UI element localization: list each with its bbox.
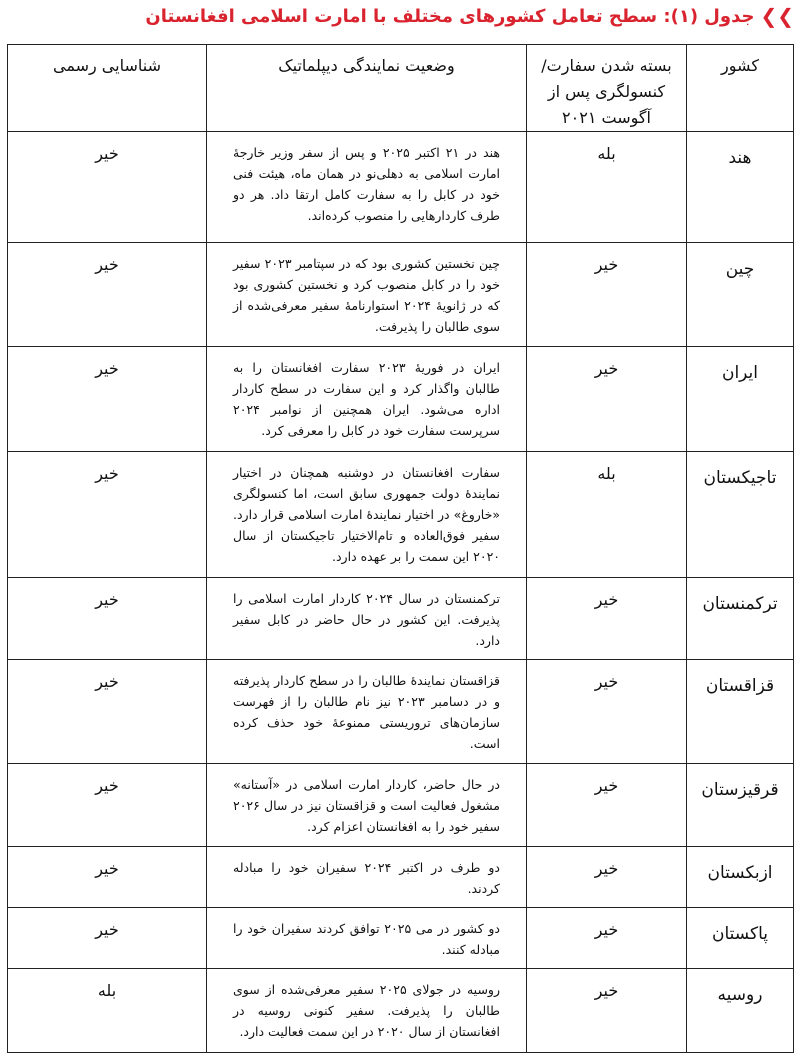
table-row (8, 347, 794, 452)
table-row (8, 908, 794, 969)
cell-status (207, 660, 527, 764)
cell-status (207, 908, 527, 969)
status-text: چین نخستین کشوری بود که در سپتامبر ۲۰۲۳ سفیر خود را در کابل منصوب کرد و نخستین کشوری بود که در ژانویهٔ ۲۰۲۴ استوارنامهٔ سفیر معرفی‌شده از سوی طالبان را پذیرفت. (233, 256, 500, 334)
status-text: ایران در فوریهٔ ۲۰۲۳ سفارت افغانستان را به طالبان واگذار کرد و این سفارت در سطح کاردار اداره می‌شود. ایران همچنین از نوامبر ۲۰۲۴ سرپرست سفارت خود در کابل را معرفی کرد. (233, 360, 501, 438)
cell-country: پاکستان (687, 908, 794, 969)
cell-recognition: بله (8, 969, 207, 1053)
cell-closed: بله (527, 452, 687, 578)
cell-closed: خیر (527, 847, 687, 908)
table-row (8, 847, 794, 908)
table-row (8, 578, 794, 660)
table-title: جدول (۱): سطح تعامل کشورهای مختلف با امارت اسلامی افغانستان (145, 5, 755, 27)
cell-country: تاجیکستان (687, 452, 794, 578)
cell-status (207, 347, 527, 452)
cell-closed: خیر (527, 969, 687, 1053)
table-row (8, 243, 794, 347)
table-row (8, 764, 794, 847)
engagement-table (7, 44, 794, 1053)
cell-country: هند (687, 132, 794, 243)
cell-closed: خیر (527, 347, 687, 452)
status-text: ترکمنستان در سال ۲۰۲۴ کاردار امارت اسلامی را پذیرفت. این کشور در حال حاضر در کابل سفیر دارد. (233, 591, 501, 648)
header-closed: بسته شدن سفارت/کنسولگری پس از آگوست ۲۰۲۱ (527, 45, 687, 132)
status-text: در حال حاضر، کاردار امارت اسلامی در «آستانه» مشغول فعالیت است و قزاقستان نیز در سال ۲۰۲۶ سفیر خود را به افغانستان اعزام کرد. (233, 777, 500, 834)
table-row (8, 132, 794, 243)
cell-recognition: خیر (8, 578, 207, 660)
cell-recognition: خیر (8, 132, 207, 243)
cell-status (207, 452, 527, 578)
cell-recognition: خیر (8, 243, 207, 347)
cell-status (207, 969, 527, 1053)
double-chevron-icon: ❯❯ (760, 4, 794, 28)
cell-country: ازبکستان (687, 847, 794, 908)
cell-status (207, 132, 527, 243)
table-row (8, 969, 794, 1053)
status-text: دو طرف در اکتبر ۲۰۲۴ سفیران خود را مبادله کردند. (233, 860, 500, 896)
cell-country: چین (687, 243, 794, 347)
table-title-bar (0, 0, 800, 32)
cell-status (207, 764, 527, 847)
status-text: سفارت افغانستان در دوشنبه همچنان در اختیار نمایندهٔ دولت جمهوری سابق است، اما کنسولگری «خاروغ» در اختیار نمایندهٔ امارت اسلامی قرار دارد. سفیر فوق‌العاده و تام‌الاختیار تاجیکستان از سال ۲۰۲۰ این سمت را بر عهده دارد. (233, 465, 500, 564)
cell-recognition: خیر (8, 452, 207, 578)
status-text: روسیه در جولای ۲۰۲۵ سفیر معرفی‌شده از سوی طالبان را پذیرفت. سفیر کنونی روسیه در افغانستان از سال ۲۰۲۰ در این سمت فعالیت دارد. (233, 982, 501, 1039)
cell-recognition: خیر (8, 660, 207, 764)
cell-closed: خیر (527, 578, 687, 660)
cell-country: ایران (687, 347, 794, 452)
table-row (8, 660, 794, 764)
status-text: دو کشور در می ۲۰۲۵ توافق کردند سفیران خود را مبادله کنند. (233, 921, 500, 957)
cell-closed: خیر (527, 660, 687, 764)
cell-status (207, 578, 527, 660)
cell-closed: خیر (527, 908, 687, 969)
status-text: قزاقستان نمایندهٔ طالبان را در سطح کاردار پذیرفته و در دسامبر ۲۰۲۳ نیز نام طالبان را از فهرست سازمان‌های تروریستی ممنوعهٔ خود حذف کرده است. (233, 673, 500, 751)
header-country: کشور (687, 45, 794, 132)
cell-closed: بله (527, 132, 687, 243)
header-recognition: شناسایی رسمی (8, 45, 207, 132)
cell-recognition: خیر (8, 764, 207, 847)
cell-country: ترکمنستان (687, 578, 794, 660)
cell-recognition: خیر (8, 908, 207, 969)
cell-recognition: خیر (8, 347, 207, 452)
cell-closed: خیر (527, 243, 687, 347)
cell-recognition: خیر (8, 847, 207, 908)
cell-status (207, 847, 527, 908)
cell-status (207, 243, 527, 347)
cell-country: قزاقستان (687, 660, 794, 764)
cell-country: روسیه (687, 969, 794, 1053)
header-status: وضعیت نمایندگی دیپلماتیک (207, 45, 527, 132)
cell-country: قرقیزستان (687, 764, 794, 847)
table-row (8, 452, 794, 578)
header-row (8, 45, 794, 132)
cell-closed: خیر (527, 764, 687, 847)
status-text: هند در ۲۱ اکتبر ۲۰۲۵ و پس از سفر وزیر خارجهٔ امارت اسلامی به دهلی‌نو در همان ماه، هیئت فنی خود در کابل را به سفارت کامل ارتقا داد. هر دو طرف کاردارهایی را منصوب کرده‌اند. (233, 145, 500, 223)
